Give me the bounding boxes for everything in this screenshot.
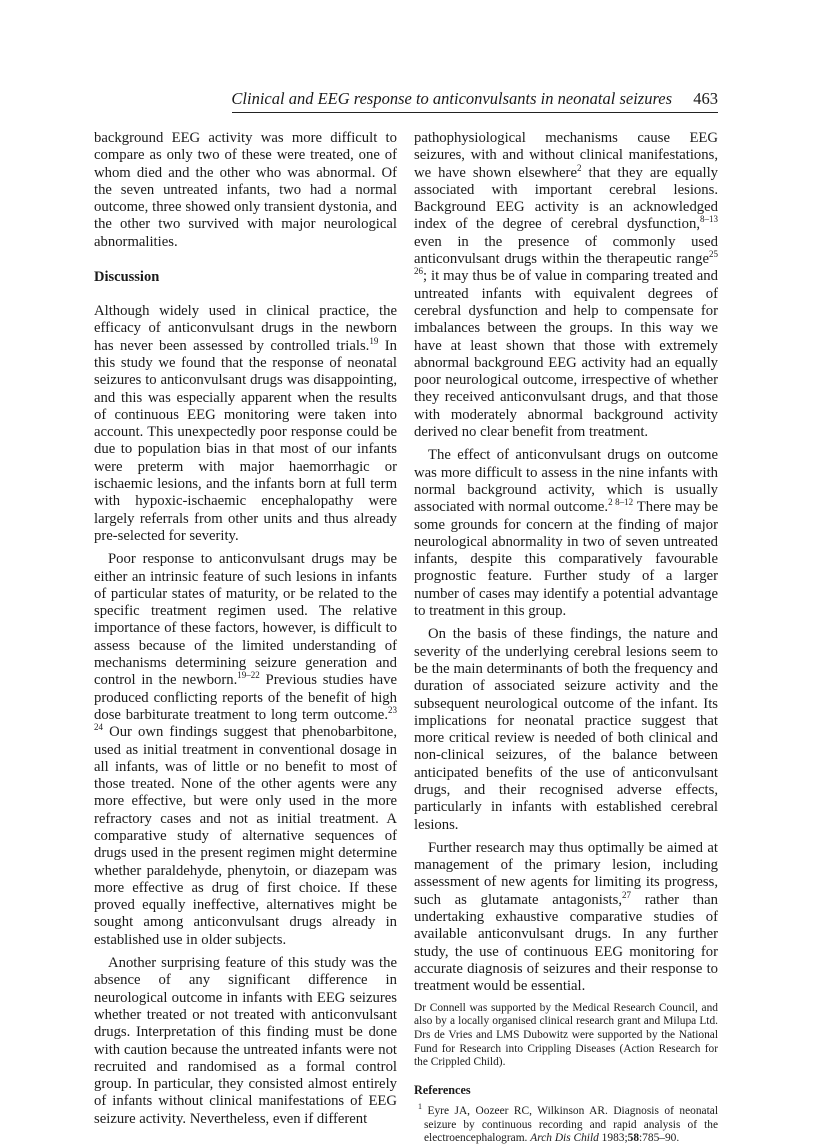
left-column bbox=[94, 130, 397, 1128]
discussion-paragraph-6: On the basis of these findings, the nature and severity of the underlying cerebral lesions seem to be the main determinants of both the frequency and duration of associated seizure activity and the subsequent neurological outcome of the infant. Its implications for neonatal practice suggest that more critical review is needed of both clinical and non-clinical seizures, of the balance between anticipated benefits of the use of anticonvulsant drugs, and their recognised adverse effects, particularly in infants with established cerebral lesions. bbox=[414, 626, 718, 833]
citation: 25 26 bbox=[414, 249, 718, 277]
acknowledgement-note: Dr Connell was supported by the Medical Research Council, and also by a locally organised clinical research grant and Milupa Ltd. Drs de Vries and LMS Dubowitz were supported by the National Fund for Research into Crippling Diseases (Action Research for the Crippled Child). bbox=[414, 1001, 718, 1069]
results-continuation-paragraph: background EEG activity was more difficult to compare as only two of these were treated, one of whom died and the other who was abnormal. Of the seven untreated infants, two had a normal outcome, three showed only transient dystonia, and the other two survived with major neurological abnormalities. bbox=[94, 130, 397, 250]
running-header bbox=[232, 88, 718, 113]
references-heading: References bbox=[414, 1083, 471, 1098]
discussion-paragraph-7: Further research may thus optimally be aimed at management of the primary lesion, including assessment of new agents for limiting its progress, such as glutamate antagonists,$^{27}$ rather than undertaking exhaustive comparative studies of available anticonvulsant drugs. In any further study, the use of continuous EEG monitoring for accurate diagnosis of seizures and their response to treatment would be essential. bbox=[414, 839, 718, 995]
running-title: Clinical and EEG response to anticonvulsants in neonatal seizures bbox=[231, 89, 672, 108]
journal-name: Arch Dis Child bbox=[530, 1132, 599, 1145]
discussion-paragraph-5: The effect of anticonvulsant drugs on outcome was more difficult to assess in the nine infants with normal background activity, which is usually associated with normal outcome.$^{2 8-12}$ There may be some grounds for concern at the finding of major neurological abnormality in two of seven untreated infants, despite this comparatively favourable prognostic feature. Further study of a larger number of cases may identify a potential advantage to treatment in this group. bbox=[414, 447, 718, 620]
reference-item: $^1$ Eyre JA, Oozeer RC, Wilkinson AR. Diagnosis of neonatal seizure by continuous recording and rapid analysis of the electroencephalogram. Arch Dis Child 1983;58:785–90. bbox=[418, 1102, 718, 1145]
discussion-paragraph-1: Although widely used in clinical practice, the efficacy of anticonvulsant drugs in the newborn has never been assessed by controlled trials.$^{19}$ In this study we found that the response of neonatal seizures to anticonvulsant drugs was disappointing, and this was especially apparent when the results of continuous EEG monitoring were taken into account. This unexpectedly poor response could be due to population bias in that most of our infants were preterm with major haemorrhagic or ischaemic lesions, and the infants born at full term with hypoxic-ischaemic encephalopathy were largely referrals from other units and thus already pre-selected for severity. bbox=[94, 303, 397, 544]
citation: 8–13 bbox=[700, 214, 718, 225]
discussion-paragraph-2: Poor response to anticonvulsant drugs may be either an intrinsic feature of such lesions in infants of particular states of maturity, or be related to the specific treatment regimen used. The relative importance of these factors, however, is difficult to assess because of the limited understanding of mechanisms determining seizure generation and control in the newborn.$^{19-22}$ Previous studies have produced conflicting reports of the benefit of high dose barbiturate treatment to long term outcome.$^{23 24}$ Our own findings suggest that phenobarbitone, used as initial treatment in conventional dosage in all infants, was of little or no benefit to most of those treated. None of the other agents were any more effective, but were only used in the more refractory cases and not as initial treatment. A comparative study of alternative sequences of drugs used in the present regimen might determine whether paraldehyde, phenytoin, or diazepam was more effective as drug of first choice. If these proved equally ineffective, alternatives might be sought among anticonvulsant drugs already in established use in older subjects. bbox=[94, 551, 397, 948]
citation: 19 bbox=[369, 335, 379, 346]
citation: 27 bbox=[622, 889, 632, 900]
page-number: 463 bbox=[693, 89, 718, 108]
discussion-paragraph-4: pathophysiological mechanisms cause EEG seizures, with and without clinical manifestations, we have shown elsewhere$^2$ that they are equally associated with important cerebral lesions. Background EEG activity is an acknowledged index of the degree of cerebral dysfunction,$^{8-13}$ even in the presence of commonly used anticonvulsant drugs within the therapeutic range$^{25 26}$; it may thus be of value in comparing treated and untreated infants with equivalent degrees of cerebral dysfunction and help to compensate for imbalances between the groups. In this way we have at least shown that those with extremely abnormal background EEG activity had an equally poor neurological outcome, irrespective of whether they received anticonvulsant drugs, and that those with moderately abnormal background activity derived no clear benefit from treatment. bbox=[414, 130, 718, 441]
citation: 2 bbox=[576, 162, 582, 173]
citation: 2 8–12 bbox=[608, 497, 634, 508]
right-column bbox=[414, 130, 718, 1146]
journal-volume: 58 bbox=[627, 1132, 640, 1145]
discussion-paragraph-3: Another surprising feature of this study was the absence of any significant difference in neurological outcome in infants with EEG seizures whether treated or not treated with anticonvulsant drugs. Interpretation of this finding must be done with caution because the untreated infants were not recruited and randomised as a formal control group. In particular, they consisted almost entirely of infants without clinical manifestations of EEG seizure activity. Nevertheless, even if different bbox=[94, 955, 397, 1127]
reference-number: 1 bbox=[418, 1102, 422, 1112]
citation: 19–22 bbox=[237, 670, 260, 681]
citation: 23 24 bbox=[94, 705, 397, 733]
discussion-heading: Discussion bbox=[94, 269, 160, 286]
